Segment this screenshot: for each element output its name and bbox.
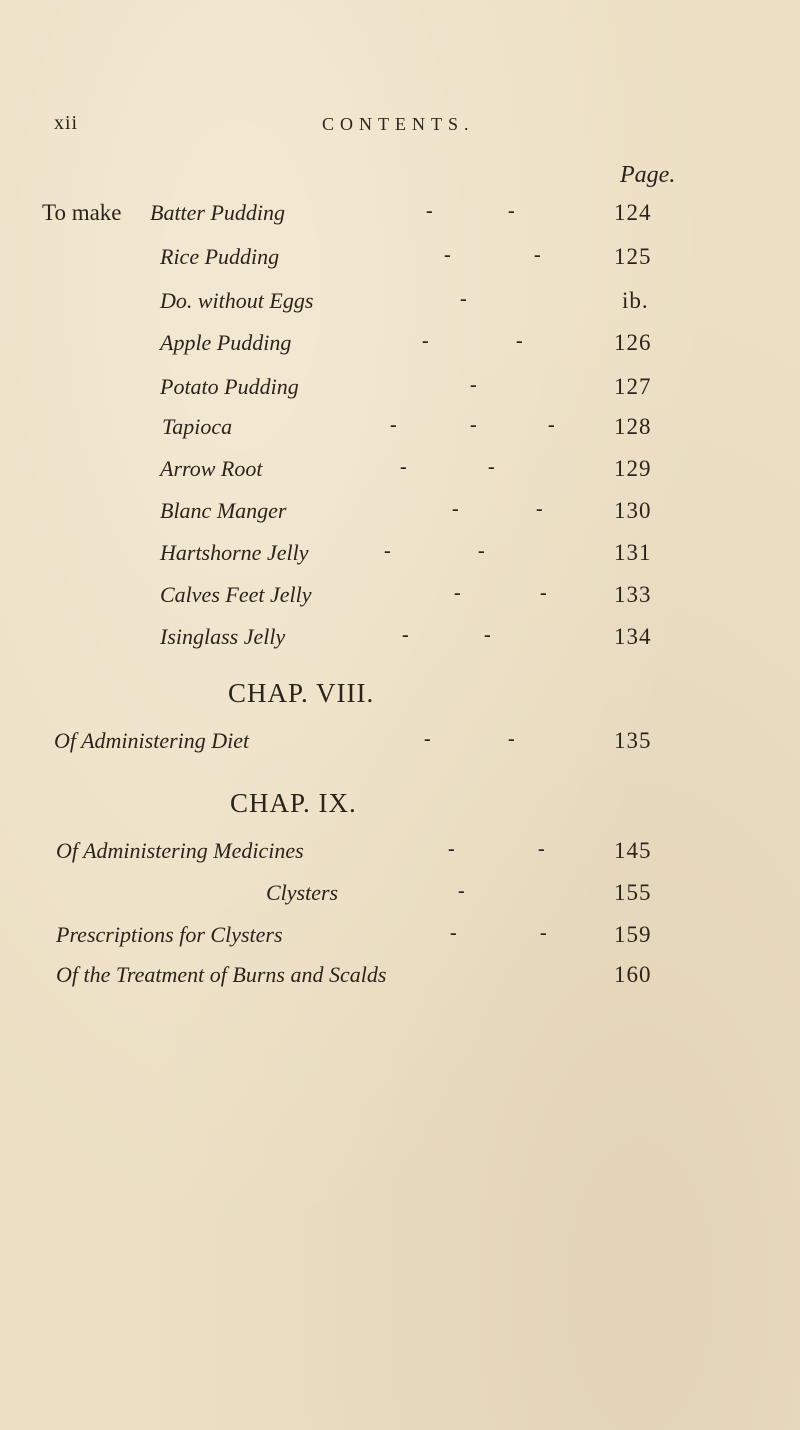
- toc-row: [0, 456, 800, 490]
- toc-row: [0, 330, 800, 364]
- leader-dash: -: [508, 728, 515, 750]
- leader-dash: -: [540, 922, 547, 944]
- toc-page-number: 131: [614, 540, 652, 565]
- toc-row: [0, 200, 800, 234]
- leader-dash: -: [458, 880, 465, 902]
- toc-row: [0, 880, 800, 914]
- leader-dash: -: [384, 540, 391, 562]
- chapter-heading: CHAP. VIII.: [228, 678, 375, 708]
- leader-dash: -: [452, 498, 459, 520]
- leader-dash: -: [470, 374, 477, 396]
- toc-entry-label: Prescriptions for Clysters: [56, 922, 283, 947]
- leader-dash: -: [460, 288, 467, 310]
- toc-page-number: 129: [614, 456, 652, 481]
- toc-page-number: 130: [614, 498, 652, 523]
- toc-page-number: 127: [614, 374, 652, 399]
- leader-dash: -: [508, 200, 515, 222]
- leader-dash: -: [390, 414, 397, 436]
- toc-page-number: 155: [614, 880, 652, 905]
- toc-row: [0, 962, 800, 996]
- leader-dash: -: [448, 838, 455, 860]
- toc-entry-label: Potato Pudding: [160, 374, 299, 399]
- toc-row: [0, 498, 800, 532]
- toc-page-number: 135: [614, 728, 652, 753]
- toc-entry-label: Clysters: [266, 880, 339, 905]
- leader-dash: -: [424, 728, 431, 750]
- toc-entry-label: Of Administering Medicines: [56, 838, 304, 863]
- toc-page-number: 159: [614, 922, 652, 947]
- leader-dash: -: [422, 330, 429, 352]
- toc-row: [0, 728, 800, 762]
- toc-entry-label: Of the Treatment of Burns and Scalds: [56, 962, 387, 987]
- toc-entry-label: Blanc Manger: [160, 498, 287, 523]
- leader-dash: -: [400, 456, 407, 478]
- leader-dash: -: [426, 200, 433, 222]
- leader-dash: -: [478, 540, 485, 562]
- toc-entry-label: Of Administering Diet: [54, 728, 250, 753]
- toc-row: [0, 922, 800, 956]
- toc-entry-label: Tapioca: [162, 414, 233, 439]
- page-title: CONTENTS.: [322, 114, 475, 134]
- toc-entry-label: Isinglass Jelly: [160, 624, 286, 649]
- toc-page-number: 133: [614, 582, 652, 607]
- toc-row: [0, 624, 800, 658]
- toc-page-number: 128: [614, 414, 652, 439]
- toc-entry-label: Calves Feet Jelly: [160, 582, 312, 607]
- leader-dash: -: [484, 624, 491, 646]
- toc-page-number: 160: [614, 962, 652, 987]
- toc-row: [0, 244, 800, 278]
- leader-dash: -: [534, 244, 541, 266]
- toc-entry-label: Batter Pudding: [150, 200, 286, 225]
- leader-dash: -: [454, 582, 461, 604]
- leader-dash: -: [540, 582, 547, 604]
- toc-row: [0, 582, 800, 616]
- toc-entry-label: Apple Pudding: [160, 330, 292, 355]
- toc-entry-label: Arrow Root: [160, 456, 263, 481]
- toc-row: [0, 414, 800, 448]
- toc-row: [0, 540, 800, 574]
- toc-page-number: 124: [614, 200, 652, 225]
- leader-dash: -: [536, 498, 543, 520]
- toc-row: [0, 374, 800, 408]
- leader-dash: -: [450, 922, 457, 944]
- toc-page-number: 145: [614, 838, 652, 863]
- page-column-label: Page.: [620, 162, 676, 188]
- toc-page-number: 126: [614, 330, 652, 355]
- chapter-heading: CHAP. IX.: [230, 788, 357, 818]
- leader-dash: -: [470, 414, 477, 436]
- toc-entry-label: Do. without Eggs: [160, 288, 314, 313]
- toc-prefix: To make: [42, 200, 122, 225]
- leader-dash: -: [516, 330, 523, 352]
- toc-row: [0, 838, 800, 872]
- page-number: xii: [54, 112, 79, 134]
- toc-entry-label: Hartshorne Jelly: [160, 540, 309, 565]
- toc-row: [0, 288, 800, 322]
- leader-dash: -: [548, 414, 555, 436]
- toc-page-number: 134: [614, 624, 652, 649]
- leader-dash: -: [444, 244, 451, 266]
- toc-page-number: ib.: [622, 288, 649, 313]
- toc-entry-label: Rice Pudding: [160, 244, 280, 269]
- leader-dash: -: [488, 456, 495, 478]
- leader-dash: -: [538, 838, 545, 860]
- leader-dash: -: [402, 624, 409, 646]
- toc-page-number: 125: [614, 244, 652, 269]
